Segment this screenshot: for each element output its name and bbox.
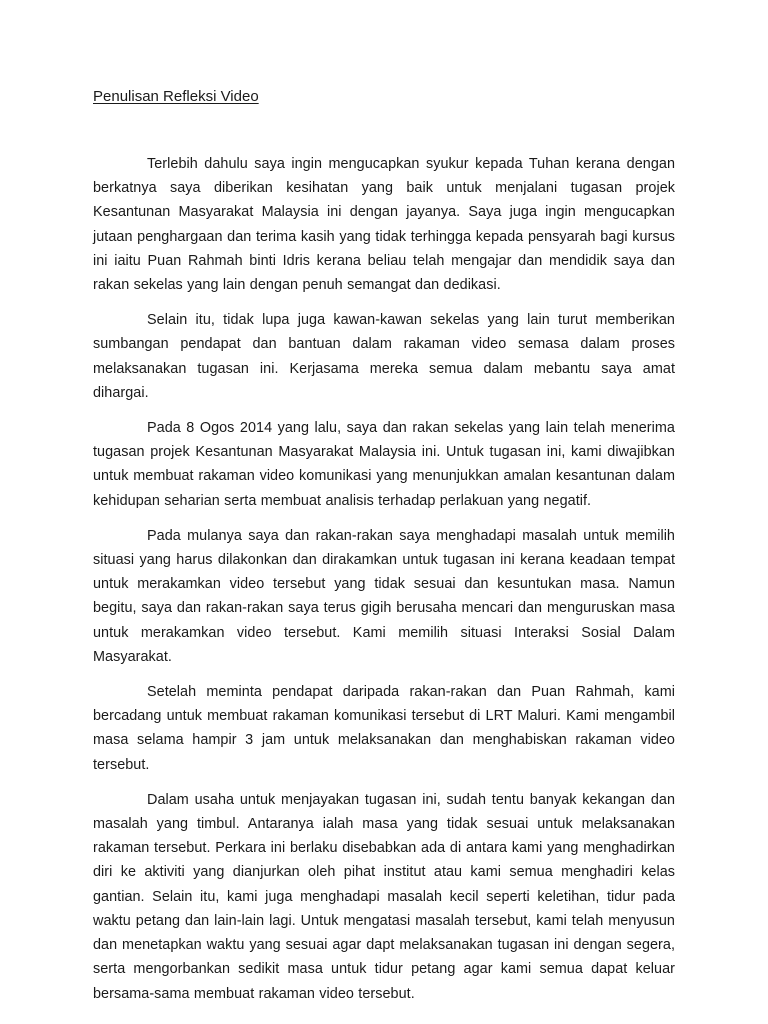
paragraph-2: Selain itu, tidak lupa juga kawan-kawan sekelas yang lain turut memberikan sumbangan pendapat dan bantuan dalam rakaman video semasa dalam proses melaksanakan tugasan ini. Kerjasama mereka semua dalam mebantu saya amat dihargai. — [93, 312, 675, 401]
document-body — [93, 152, 675, 1017]
paragraph-3: Pada 8 Ogos 2014 yang lalu, saya dan rakan sekelas yang lain telah menerima tugasan projek Kesantunan Masyarakat Malaysia ini. Untuk tugasan ini, kami diwajibkan untuk membuat rakaman video komunikasi yang menunjukkan amalan kesantunan dalam kehidupan seharian serta membuat analisis terhadap perlakuan yang negatif. — [93, 420, 675, 509]
paragraph-5: Setelah meminta pendapat daripada rakan-rakan dan Puan Rahmah, kami bercadang untuk membuat rakaman komunikasi tersebut di LRT Maluri. Kami mengambil masa selama hampir 3 jam untuk melaksanakan dan menghabiskan rakaman video tersebut. — [93, 684, 675, 773]
paragraph-4: Pada mulanya saya dan rakan-rakan saya menghadapi masalah untuk memilih situasi yang harus dilakonkan dan dirakamkan untuk tugasan ini kerana keadaan tempat untuk merakamkan video tersebut yang tidak sesuai dan kesuntukan masa. Namun begitu, saya dan rakan-rakan saya terus gigih berusaha mencari dan menguruskan masa untuk merakamkan video tersebut. Kami memilih situasi Interaksi Sosial Dalam Masyarakat. — [93, 527, 675, 665]
paragraph-6: Dalam usaha untuk menjayakan tugasan ini, sudah tentu banyak kekangan dan masalah yang timbul. Antaranya ialah masa yang tidak sesuai untuk melaksanakan rakaman tersebut. Perkara ini berlaku disebabkan ada di antara kami yang menghadirkan diri ke aktiviti yang dianjurkan oleh pihat institut atau kami semua menghadiri kelas gantian. Selain itu, kami juga menghadapi masalah kecil seperti keletihan, tidur pada waktu petang dan lain-lain lagi. Untuk mengatasi masalah tersebut, kami telah menyusun dan menetapkan waktu yang sesuai agar dapt melaksanakan tugasan ini dengan segera, serta mengorbankan sedikit masa untuk tidur petang agar kami semua dapat keluar bersama-sama membuat rakaman video tersebut. — [93, 791, 675, 1002]
paragraph-1: Terlebih dahulu saya ingin mengucapkan syukur kepada Tuhan kerana dengan berkatnya saya diberikan kesihatan yang baik untuk menjalani tugasan projek Kesantunan Masyarakat Malaysia ini dengan jayanya. Saya juga ingin mengucapkan jutaan penghargaan dan terima kasih yang tidak terhingga kepada pensyarah bagi kursus ini iaitu Puan Rahmah binti Idris kerana beliau telah mengajar dan mendidik saya dan rakan sekelas yang lain dengan penuh semangat dan dedikasi. — [93, 156, 675, 294]
document-title: Penulisan Refleksi Video — [93, 88, 259, 105]
